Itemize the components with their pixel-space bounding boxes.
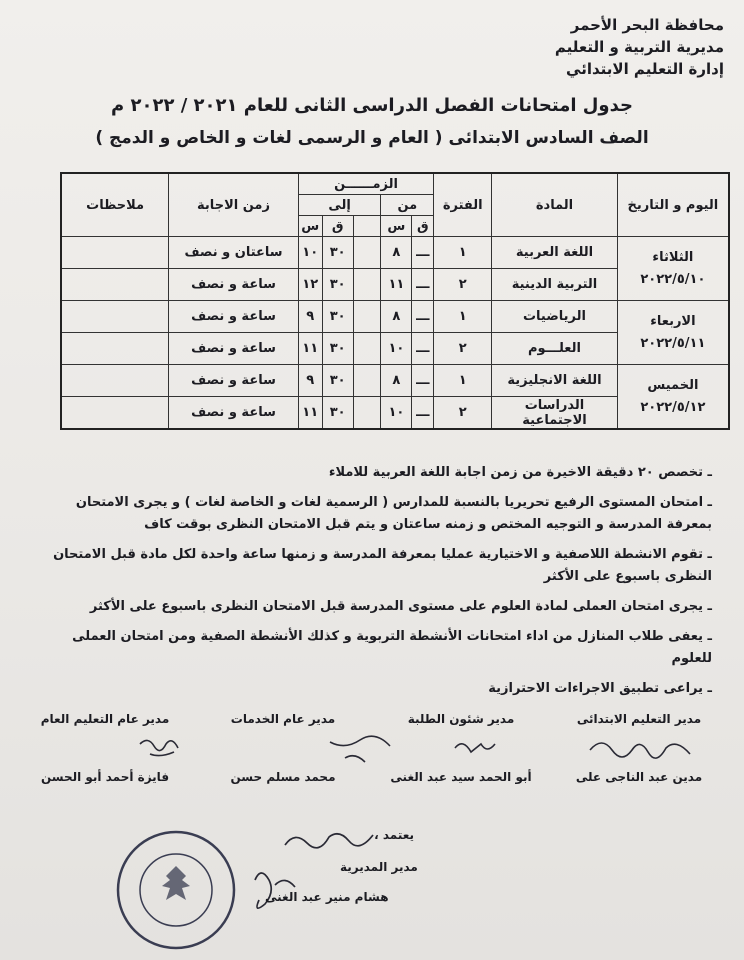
to-s-cell: ٩ xyxy=(298,301,322,333)
signatory-title: مدير شئون الطلبة xyxy=(407,712,515,726)
to-s-cell: ١٠ xyxy=(298,237,322,269)
table-row xyxy=(61,237,729,269)
duration-cell: ساعة و نصف xyxy=(169,301,298,333)
duration-cell: ساعة و نصف xyxy=(169,269,298,301)
from-s-cell: ٨ xyxy=(381,301,412,333)
duration-cell: ساعة و نصف xyxy=(169,397,298,430)
header-period: الفترة xyxy=(434,173,492,237)
header-from-q: ق xyxy=(412,216,434,237)
from-q-cell: ـــ xyxy=(412,237,434,269)
document-subtitle: الصف السادس الابتدائى ( العام و الرسمى لغات و الخاص و الدمج ) xyxy=(95,128,649,148)
from-s-cell: ١٠ xyxy=(381,397,412,430)
header-notes: ملاحظات xyxy=(61,173,169,237)
to-s-cell: ١١ xyxy=(298,397,322,430)
table-row xyxy=(61,301,729,333)
signatory-name: محمد مسلم حسن xyxy=(230,770,336,784)
header-duration: زمن الاجابة xyxy=(169,173,298,237)
to-blank-cell xyxy=(353,269,381,301)
exam-schedule-table xyxy=(60,172,730,430)
signature-mark-3 xyxy=(330,736,390,762)
signature-titles xyxy=(20,712,724,726)
to-q-cell: ٣٠ xyxy=(322,333,353,365)
to-q-cell: ٣٠ xyxy=(322,237,353,269)
letterhead-directorate: مديرية التربية و التعليم xyxy=(554,38,724,56)
from-q-cell: ـــ xyxy=(412,301,434,333)
document-title: جدول امتحانات الفصل الدراسى الثانى للعام ٢٠٢١ / ٢٠٢٢ م xyxy=(111,95,633,116)
official-stamp xyxy=(112,826,240,954)
instruction-item: ـ تخصص ٢٠ دقيقة الاخيرة من زمن اجابة اللغة العربية للاملاء xyxy=(328,465,712,480)
exam-date: ٢٠٢٢/٥/١١ xyxy=(640,335,706,351)
instructions-list xyxy=(28,462,712,708)
day-date-cell xyxy=(617,237,729,301)
to-s-cell: ١١ xyxy=(298,333,322,365)
from-q-cell: ـــ xyxy=(412,365,434,397)
header-day-date: اليوم و التاريخ xyxy=(617,173,729,237)
period-cell: ٢ xyxy=(434,269,492,301)
from-s-cell: ١١ xyxy=(381,269,412,301)
header-from: من xyxy=(381,195,434,216)
to-q-cell: ٣٠ xyxy=(322,397,353,430)
letterhead-governorate: محافظة البحر الأحمر xyxy=(570,16,724,34)
to-q-cell: ٣٠ xyxy=(322,301,353,333)
notes-cell xyxy=(61,365,169,397)
header-to-blank xyxy=(353,216,381,237)
subject-cell: اللغة العربية xyxy=(492,237,618,269)
signatory-title: مدير التعليم الابتدائى xyxy=(576,712,702,726)
subject-cell: اللغة الانجليزية xyxy=(492,365,618,397)
to-q-cell: ٣٠ xyxy=(322,269,353,301)
period-cell: ١ xyxy=(434,301,492,333)
header-subject: المادة xyxy=(492,173,618,237)
to-s-cell: ١٢ xyxy=(298,269,322,301)
signatory-title: مدير عام التعليم العام xyxy=(40,712,170,726)
from-q-cell: ـــ xyxy=(412,397,434,430)
period-cell: ٢ xyxy=(434,397,492,430)
to-q-cell: ٣٠ xyxy=(322,365,353,397)
to-blank-cell xyxy=(353,333,381,365)
subject-cell: العلـــوم xyxy=(492,333,618,365)
subject-cell: التربية الدينية xyxy=(492,269,618,301)
director-title: مدير المديرية xyxy=(340,860,418,874)
instruction-item: ـ يراعى تطبيق الاجراءات الاحترازية xyxy=(488,681,712,696)
signatory-name: أبو الحمد سيد عبد الغنى xyxy=(390,770,532,784)
signature-mark-1 xyxy=(590,743,690,758)
signatory-name: فايزة أحمد أبو الحسن xyxy=(40,770,170,784)
duration-cell: ساعتان و نصف xyxy=(169,237,298,269)
header-to-s: س xyxy=(298,216,322,237)
notes-cell xyxy=(61,301,169,333)
to-blank-cell xyxy=(353,237,381,269)
from-q-cell: ـــ xyxy=(412,333,434,365)
period-cell: ٢ xyxy=(434,333,492,365)
day-name: الاربعاء xyxy=(650,313,696,329)
day-date-cell xyxy=(617,301,729,365)
notes-cell xyxy=(61,333,169,365)
header-to-q: ق xyxy=(322,216,353,237)
day-name: الخميس xyxy=(647,377,699,393)
day-name: الثلاثاء xyxy=(652,249,694,265)
from-s-cell: ١٠ xyxy=(381,333,412,365)
to-s-cell: ٩ xyxy=(298,365,322,397)
to-blank-cell xyxy=(353,397,381,430)
period-cell: ١ xyxy=(434,365,492,397)
from-q-cell: ـــ xyxy=(412,269,434,301)
notes-cell xyxy=(61,397,169,430)
eagle-emblem-icon xyxy=(162,866,190,900)
subject-cell: الرياضيات xyxy=(492,301,618,333)
signatory-title: مدير عام الخدمات xyxy=(230,712,336,726)
handwritten-signatures xyxy=(0,728,744,772)
signature-mark-2 xyxy=(455,744,495,752)
letterhead-department: إدارة التعليم الابتدائي xyxy=(566,60,724,78)
instruction-item: ـ يجرى امتحان العملى لمادة العلوم على مستوى المدرسة قبل الامتحان النظرى باسبوع على الأكثر xyxy=(89,599,712,614)
exam-date: ٢٠٢٢/٥/١٢ xyxy=(640,399,706,415)
instruction-item: ـ تقوم الانشطة اللاصفية و الاختيارية عمليا بمعرفة المدرسة و زمنها ساعة واحدة لكل مادة قبل الامتحان النظرى باسبوع على الأكثر xyxy=(53,547,712,584)
signatory-name: مدين عبد الناجى على xyxy=(575,770,703,784)
from-s-cell: ٨ xyxy=(381,237,412,269)
header-time: الزمــــــن xyxy=(298,173,434,195)
to-blank-cell xyxy=(353,301,381,333)
exam-date: ٢٠٢٢/٥/١٠ xyxy=(640,271,706,287)
header-from-s: س xyxy=(381,216,412,237)
notes-cell xyxy=(61,237,169,269)
duration-cell: ساعة و نصف xyxy=(169,333,298,365)
to-blank-cell xyxy=(353,365,381,397)
subject-cell: الدراسات الاجتماعية xyxy=(492,397,618,430)
from-s-cell: ٨ xyxy=(381,365,412,397)
duration-cell: ساعة و نصف xyxy=(169,365,298,397)
period-cell: ١ xyxy=(434,237,492,269)
instruction-item: ـ يعفى طلاب المنازل من اداء امتحانات الأنشطة التربوية و كذلك الأنشطة الصفية ومن امتحان العملى للعلوم xyxy=(72,629,712,666)
notes-cell xyxy=(61,269,169,301)
header-to: إلى xyxy=(298,195,381,216)
signature-names xyxy=(20,770,724,784)
table-row xyxy=(61,365,729,397)
signature-mark-4 xyxy=(140,740,178,755)
director-name: هشام منير عبد الغنى xyxy=(265,890,389,904)
approval-label: يعتمد ، xyxy=(374,828,414,842)
day-date-cell xyxy=(617,365,729,430)
instruction-item: ـ امتحان المستوى الرفيع تحريريا بالنسبة للمدارس ( الرسمية لغات و الخاصة لغات ) و يجرى الامتحان بمعرفة المدرسة و التوجيه المختص و زمنه ساعتان و يتم قبل الامتحان النظرى بوقت كاف xyxy=(75,495,712,532)
letterhead xyxy=(555,14,724,80)
